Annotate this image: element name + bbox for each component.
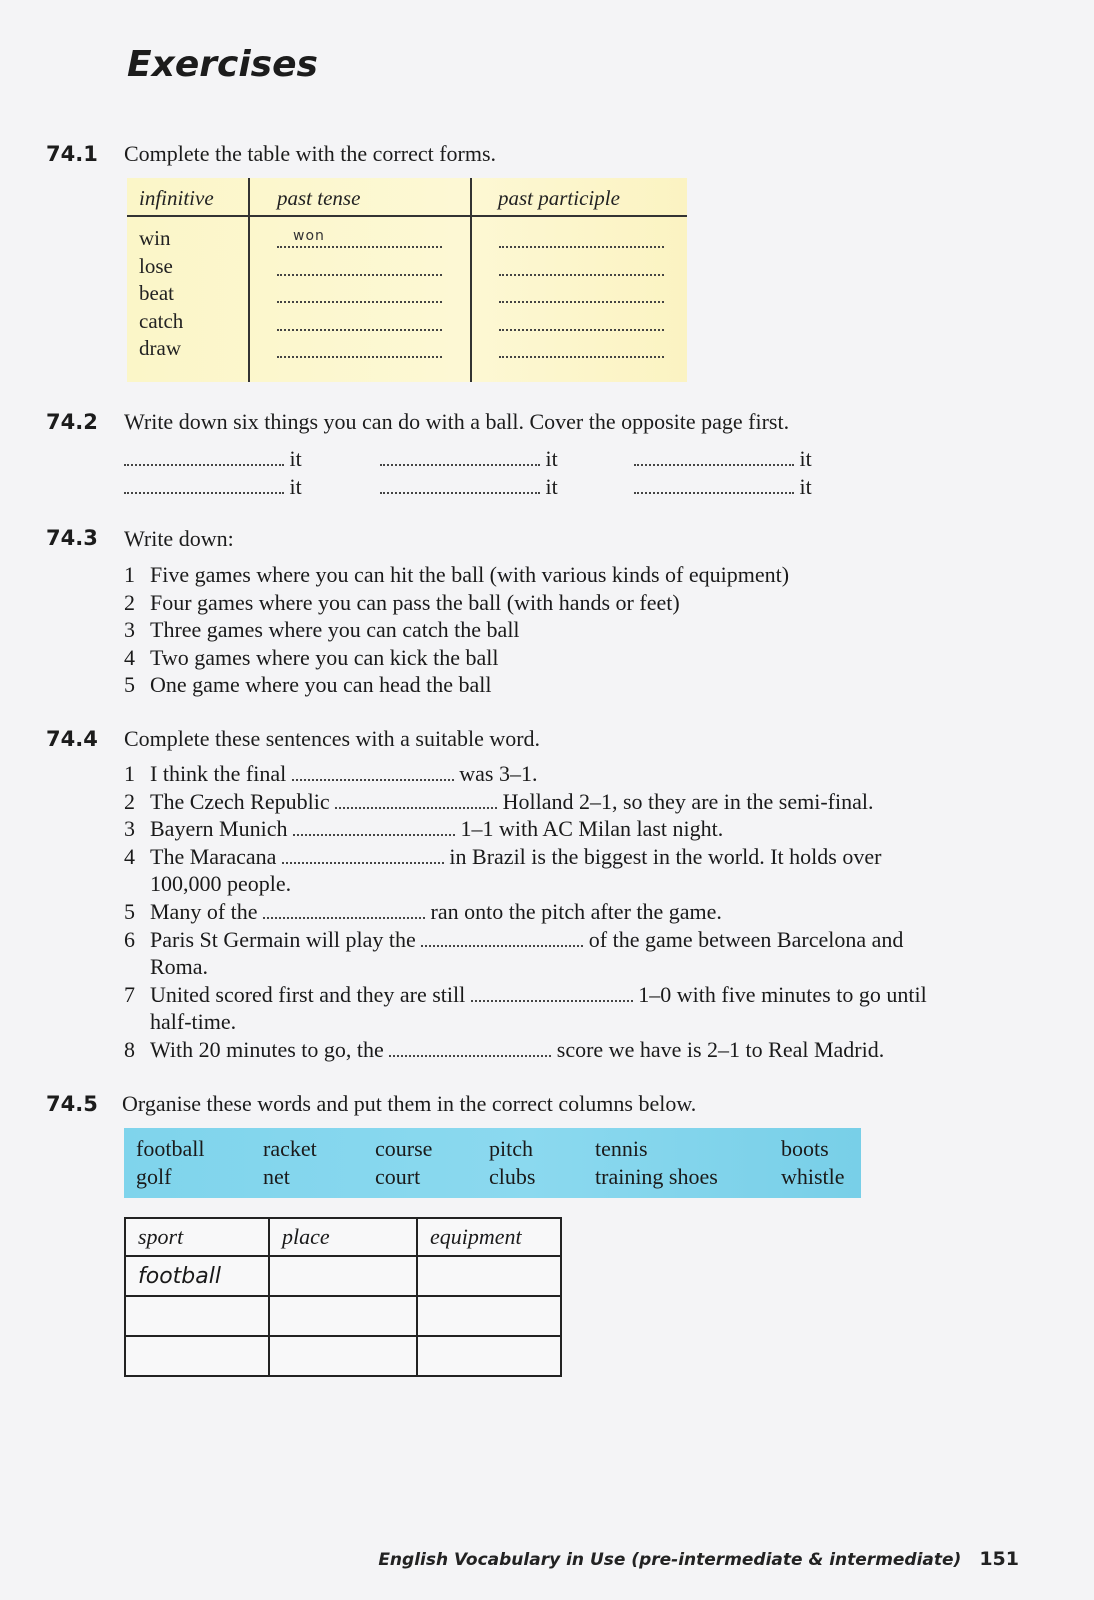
word-item: pitch [489,1136,533,1161]
answer-blank[interactable] [499,354,664,358]
exercise-instruction-74-1: Complete the table with the correct forms. [124,141,497,166]
verb-win: win [139,226,171,250]
exercise-instruction-74-4: Complete these sentences with a suitable word. [124,726,541,751]
header-infinitive: infinitive [139,186,214,210]
sentence-item: 1 I think the final was 3–1. [124,761,538,786]
answer-cell-football[interactable]: football [125,1256,269,1296]
verb-beat: beat [139,281,174,305]
verb-catch: catch [139,309,184,333]
exercise-instruction-74-2: Write down six things you can do with a ball. Cover the opposite page first. [124,409,790,434]
word-bank [124,1128,861,1198]
word-item: net [263,1164,290,1189]
page-footer [378,1548,1019,1570]
answer-cell[interactable] [417,1256,561,1296]
sentence-item: 3 Bayern Munich 1–1 with AC Milan last night. [124,816,724,841]
list-item: 5 One game where you can head the ball [124,672,492,697]
answer-blank[interactable] [471,986,633,1002]
answer-blank[interactable] [499,244,664,248]
word-item: golf [136,1164,172,1189]
exercise-instruction-74-5: Organise these words and put them in the correct columns below. [122,1091,697,1116]
answer-cell[interactable] [269,1296,417,1336]
answer-blank[interactable] [292,765,454,781]
it-blank-row1-col1[interactable]: it [124,446,302,472]
answer-cell[interactable] [417,1296,561,1336]
word-item: clubs [489,1164,536,1189]
header-past-tense: past tense [277,186,361,210]
list-item: 1 Five games where you can hit the ball (with various kinds of equipment) [124,562,790,587]
answer-blank[interactable] [335,793,497,809]
exercise-number-74-5: 74.5 [46,1092,98,1116]
page-number: 151 [979,1548,1019,1570]
word-item: training shoes [595,1164,718,1189]
answer-blank[interactable] [389,1041,551,1057]
exercise-number-74-3: 74.3 [46,526,98,550]
word-item: racket [263,1136,317,1161]
list-item: 3 Three games where you can catch the ball [124,617,520,642]
header-sport: sport [125,1218,269,1256]
header-past-participle: past participle [498,186,620,210]
answer-cell[interactable] [125,1296,269,1336]
answer-cell[interactable] [125,1336,269,1376]
handwritten-answer-won: won [293,228,325,244]
answer-blank[interactable] [277,272,442,276]
it-blank-row2-col3[interactable]: it [634,474,812,500]
answer-cell[interactable] [269,1336,417,1376]
word-item: course [375,1136,433,1161]
verb-draw: draw [139,336,181,360]
answer-blank[interactable] [282,848,444,864]
answer-blank[interactable] [499,272,664,276]
list-item: 2 Four games where you can pass the ball (with hands or feet) [124,590,680,615]
sentence-item: 5 Many of the ran onto the pitch after the game. [124,899,722,924]
sentence-continuation: Roma. [150,954,209,979]
sentence-item: 8 With 20 minutes to go, the score we have is 2–1 to Real Madrid. [124,1037,885,1062]
table-column-divider [470,178,472,382]
exercise-number-74-4: 74.4 [46,727,98,751]
sentence-continuation: half-time. [150,1009,237,1034]
answer-blank[interactable] [499,299,664,303]
answer-blank[interactable] [293,820,455,836]
answer-blank[interactable] [277,244,442,248]
list-item: 4 Two games where you can kick the ball [124,645,499,670]
word-item: tennis [595,1136,648,1161]
book-title: English Vocabulary in Use (pre-intermediate & intermediate) [378,1550,962,1570]
answer-blank[interactable] [499,327,664,331]
word-item: court [375,1164,421,1189]
word-item: football [136,1136,205,1161]
answer-cell[interactable] [269,1256,417,1296]
sentence-item: 2 The Czech Republic Holland 2–1, so they are in the semi-final. [124,789,874,814]
exercise-instruction-74-3: Write down: [124,526,234,551]
header-equipment: equipment [417,1218,561,1256]
answer-blank[interactable] [277,299,442,303]
word-item: boots [781,1136,829,1161]
table-column-divider [248,178,250,382]
answer-blank[interactable] [421,931,583,947]
exercise-number-74-1: 74.1 [46,142,98,166]
exercise-number-74-2: 74.2 [46,410,98,434]
sentence-continuation: 100,000 people. [150,871,292,896]
table-header-divider [127,215,687,217]
sentence-item: 6 Paris St Germain will play the of the game between Barcelona and [124,927,904,952]
verb-lose: lose [139,254,173,278]
page-title: Exercises [127,44,318,85]
answer-blank[interactable] [263,903,425,919]
answer-cell[interactable] [417,1336,561,1376]
sorting-table [124,1217,562,1377]
word-item: whistle [781,1164,845,1189]
sentence-item: 4 The Maracana in Brazil is the biggest in the world. It holds over [124,844,882,869]
answer-blank[interactable] [277,354,442,358]
it-blank-row2-col1[interactable]: it [124,474,302,500]
it-blank-row1-col3[interactable]: it [634,446,812,472]
it-blank-row1-col2[interactable]: it [380,446,558,472]
sentence-item: 7 United scored first and they are still 1–0 with five minutes to go until [124,982,927,1007]
answer-blank[interactable] [277,327,442,331]
verb-forms-table [127,178,687,382]
header-place: place [269,1218,417,1256]
it-blank-row2-col2[interactable]: it [380,474,558,500]
